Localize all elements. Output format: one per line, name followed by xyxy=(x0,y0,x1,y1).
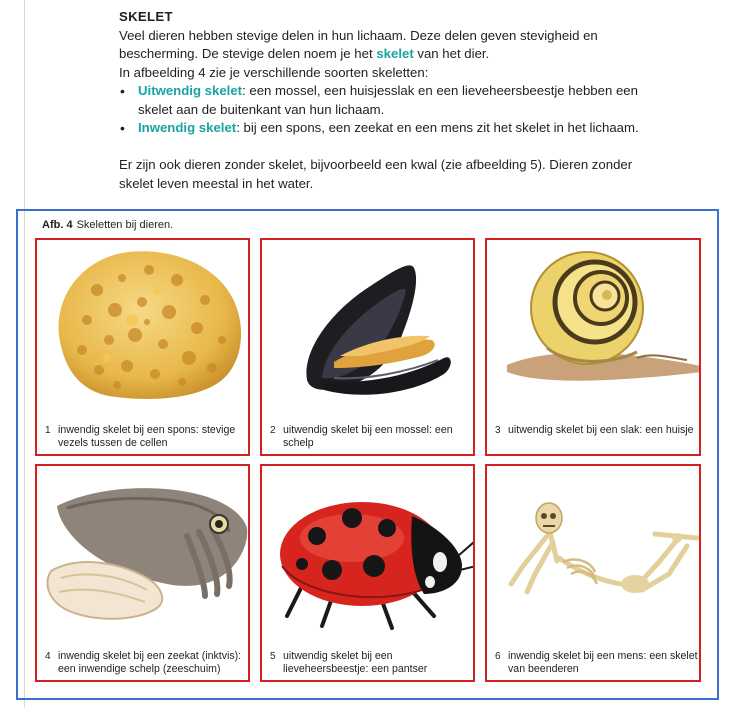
section-heading: SKELET xyxy=(119,9,173,24)
card-sponge xyxy=(35,238,250,456)
outro-line-2: skelet leven meestal in het water. xyxy=(119,175,314,191)
caption-text: inwendig skelet bij een mens: een skelet van beenderen xyxy=(508,650,698,675)
card-caption xyxy=(45,650,250,676)
card-cuttlefish xyxy=(35,464,250,682)
mussel-image xyxy=(262,240,475,420)
skeleton-image xyxy=(487,466,701,646)
cuttlefish-image xyxy=(37,466,250,646)
intro-line-1: Veel dieren hebben stevige delen in hun lichaam. Deze delen geven stevigheid en xyxy=(119,27,598,43)
figure-label: Afb. 4 xyxy=(42,219,73,231)
card-caption xyxy=(495,650,700,676)
caption-number: 3 xyxy=(495,425,501,436)
caption-number: 2 xyxy=(270,425,276,436)
intro-line-2 xyxy=(119,45,679,64)
caption-text: uitwendig skelet bij een lieveheersbeestje: een pantser xyxy=(283,650,428,675)
skeleton-types-list xyxy=(119,82,679,138)
bullet-dot: • xyxy=(120,120,125,136)
bullet-dot: • xyxy=(120,83,125,99)
card-skeleton xyxy=(485,464,701,682)
bullet-text-continued: skelet aan de buitenkant van hun lichaam. xyxy=(138,101,385,117)
caption-text: uitwendig skelet bij een mossel: een schelp xyxy=(283,424,453,449)
caption-text: inwendig skelet bij een zeekat (inktvis): een inwendige schelp (zeeschuim) xyxy=(58,650,242,675)
intro-line-3: In afbeelding 4 zie je verschillende soorten skeletten: xyxy=(119,64,429,80)
caption-text: uitwendig skelet bij een slak: een huisje xyxy=(508,424,694,436)
caption-number: 4 xyxy=(45,651,51,662)
card-snail xyxy=(485,238,701,456)
card-ladybug xyxy=(260,464,475,682)
intro-text-end: van het dier. xyxy=(413,46,490,61)
card-caption xyxy=(495,424,700,437)
figure-caption xyxy=(42,219,173,231)
outro-line-1: Er zijn ook dieren zonder skelet, bijvoorbeeld een kwal (zie afbeelding 5). Dieren zonder xyxy=(119,157,633,172)
caption-number: 5 xyxy=(270,651,276,662)
snail-image xyxy=(487,240,701,420)
term-inwendig: Inwendig skelet xyxy=(138,120,237,135)
caption-number: 1 xyxy=(45,425,51,436)
caption-text: inwendig skelet bij een spons: stevige vezels tussen de cellen xyxy=(58,424,236,449)
card-caption xyxy=(45,424,250,450)
term-uitwendig: Uitwendig skelet xyxy=(138,83,243,98)
sponge-image xyxy=(37,240,250,420)
bullet-text: : bij een spons, een zeekat en een mens zit het skelet in het lichaam. xyxy=(236,120,639,135)
list-item-uitwendig xyxy=(119,82,679,119)
skelet-section xyxy=(119,8,679,193)
intro-text: bescherming. De stevige delen noem je het xyxy=(119,46,377,61)
list-item-inwendig xyxy=(119,119,679,138)
ladybug-image xyxy=(262,466,475,646)
term-skelet: skelet xyxy=(376,46,414,61)
bullet-text: : een mossel, een huisjesslak en een lieveheersbeestje hebben een xyxy=(242,83,638,98)
figure-title: Skeletten bij dieren. xyxy=(76,219,174,231)
card-mussel xyxy=(260,238,475,456)
card-caption xyxy=(270,650,475,676)
caption-number: 6 xyxy=(495,651,501,662)
card-caption xyxy=(270,424,475,450)
